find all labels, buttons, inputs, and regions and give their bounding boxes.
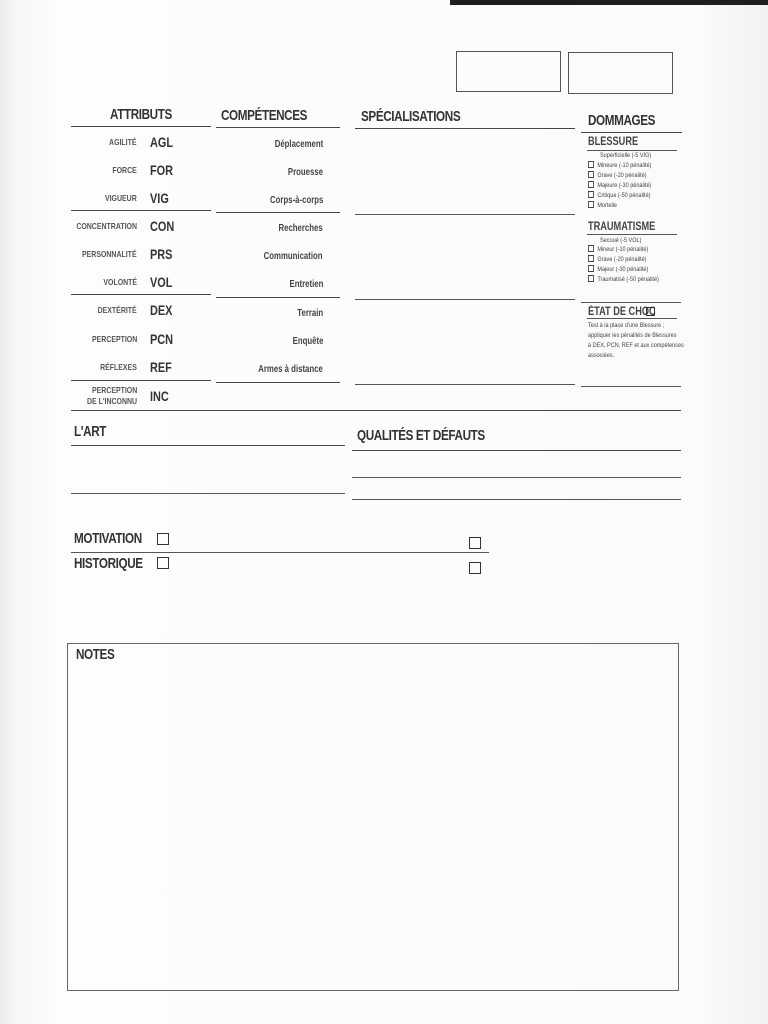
checkbox[interactable] [588,265,594,272]
group-rule [71,294,211,295]
motivation-label: MOTIVATION [74,530,142,547]
attr-name-concentration: CONCENTRATION [76,221,137,231]
skill-deplacement: Déplacement [274,139,323,150]
etat-de-choc-title: ÉTAT DE CHOC [588,306,656,318]
skill-recherches: Recherches [278,223,323,234]
checkbox[interactable] [588,171,594,178]
attr-name-perception-inconnu: PERCEPTION [91,385,137,395]
checkbox[interactable] [588,255,594,262]
skill-communication: Communication [264,251,323,262]
choc-rule-top [581,302,681,303]
group-rule [71,210,211,211]
blessure-title: BLESSURE [588,136,639,148]
dommages-rule [581,386,681,387]
group-rule [216,297,340,298]
traumatisme-level-label: Majeur (-30 pénalité) [597,266,649,273]
group-rule [71,380,211,381]
top-field-box-2[interactable] [568,52,673,94]
specialisations-header: SPÉCIALISATIONS [361,108,461,125]
historique-label: HISTORIQUE [74,555,143,572]
attr-name-personnalite: PERSONNALITÉ [82,249,137,259]
attr-name-force: FORCE [112,165,137,175]
traumatisme-level [588,255,646,266]
attributs-header: ATTRIBUTS [110,106,172,123]
header-rule [355,128,575,129]
etat-de-choc-text: Test à la place d'une Blessure ; [588,322,665,329]
blessure-level [588,161,651,172]
blessure-level-label: Grave (-20 pénalité) [597,172,647,179]
header-rule [216,127,340,128]
spec-rule [355,214,575,215]
traumatisme-level [588,275,659,286]
etat-de-choc-text: à DEX, PCN, REF et aux compétences [588,342,684,349]
etat-de-choc-text: appliquer les pénalités de Blessures [588,332,677,339]
blessure-level [588,181,651,192]
attr-abbr-for: FOR [150,162,174,178]
blessure-intro: Superficielle (-5 VIG) [600,152,652,159]
attr-name-dexterite: DEXTÉRITÉ [97,305,137,315]
choc-rule [587,318,677,319]
skill-corps-a-corps: Corps-à-corps [269,195,323,206]
historique-checkbox-2[interactable] [469,562,481,574]
motivation-rule [71,552,489,553]
traumatisme-intro: Secoué (-5 VOL) [600,237,642,244]
attr-name-agilite: AGILITÉ [109,137,137,147]
attr-abbr-dex: DEX [150,302,173,318]
page-edge [450,0,768,5]
art-rule [71,445,345,446]
attr-abbr-vol: VOL [150,274,173,290]
skill-enquete: Enquête [292,336,323,347]
motivation-checkbox-2[interactable] [469,537,481,549]
attr-abbr-prs: PRS [150,246,173,262]
historique-checkbox[interactable] [157,557,169,569]
notes-box[interactable] [67,643,679,991]
checkbox[interactable] [588,191,594,198]
traumatisme-level-label: Grave (-20 pénalité) [597,256,647,263]
attr-name-perception: PERCEPTION [91,334,137,344]
attr-abbr-con: CON [150,218,175,234]
skill-prouesse: Prouesse [287,167,323,178]
traumatisme-level [588,265,648,276]
attr-name-vigueur: VIGUEUR [105,193,137,203]
attr-name-perception-inconnu-2: DE L'INCONNU [86,396,137,406]
group-rule [216,212,340,213]
blessure-level-label: Majeure (-30 pénalité) [597,182,652,189]
qualites-rule [352,450,681,451]
attr-name-reflexes: RÉFLEXES [100,362,137,372]
attr-abbr-vig: VIG [150,190,169,206]
traumatisme-level-label: Mineur (-10 pénalité) [597,246,649,253]
attr-abbr-ref: REF [150,359,172,375]
art-rule [71,493,345,494]
spec-rule [355,384,575,385]
skill-terrain: Terrain [297,308,323,319]
motivation-checkbox[interactable] [157,533,169,545]
bottom-rule [71,410,681,411]
header-rule [581,132,682,133]
checkbox[interactable] [588,245,594,252]
header-rule [71,126,211,127]
notes-header: NOTES [76,646,115,663]
etat-de-choc-checkbox[interactable] [646,307,655,316]
blessure-level [588,191,650,202]
spec-rule [355,299,575,300]
blessure-level-label: Critique (-50 pénalité) [597,192,651,199]
checkbox[interactable] [588,275,594,282]
checkbox[interactable] [588,201,594,208]
skill-armes-a-distance: Armes à distance [258,364,323,375]
etat-de-choc-text: associées. [588,352,615,359]
checkbox[interactable] [588,181,594,188]
traumatisme-rule [587,234,677,235]
attr-abbr-agl: AGL [150,134,174,150]
traumatisme-level [588,245,648,256]
checkbox[interactable] [588,161,594,168]
blessure-level [588,171,646,182]
blessure-level-label: Mineure (-10 pénalité) [597,162,652,169]
competences-header: COMPÉTENCES [221,107,308,124]
qualites-rule [352,499,681,500]
traumatisme-title: TRAUMATISME [588,221,656,233]
art-header: L'ART [74,423,107,440]
qualites-rule [352,477,681,478]
blessure-level [588,201,617,212]
attr-name-volonte: VOLONTÉ [103,277,137,287]
attr-abbr-inc: INC [150,388,169,404]
traumatisme-level-label: Traumatisé (-50 pénalité) [597,276,659,283]
qualites-header: QUALITÉS ET DÉFAUTS [357,427,485,444]
skill-entretien: Entretien [289,279,323,290]
attr-abbr-pcn: PCN [150,331,174,347]
group-rule [216,382,340,383]
blessure-level-label: Mortelle [597,202,618,209]
top-field-box-1[interactable] [456,51,561,92]
dommages-header: DOMMAGES [588,112,656,129]
